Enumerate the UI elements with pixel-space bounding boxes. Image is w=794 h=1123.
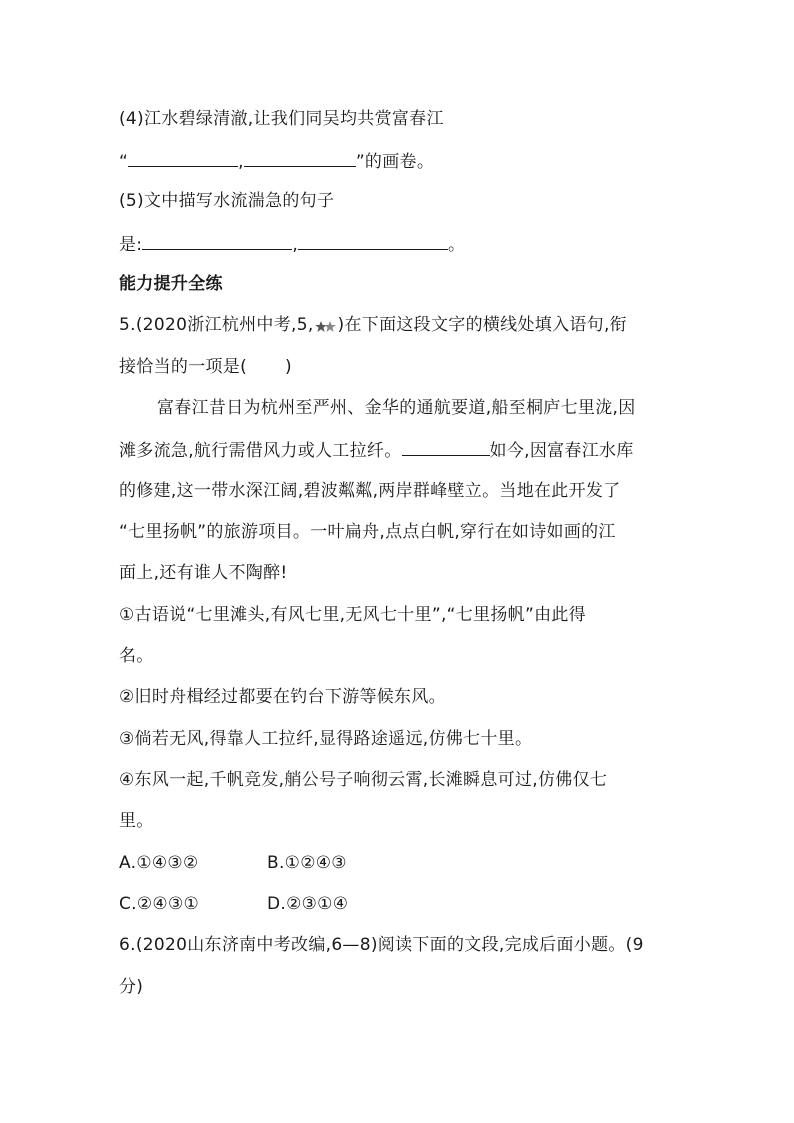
q6-line2: 分) [119,977,144,997]
passage-line-4: “七里扬帆”的旅游项目。一叶扁舟,点点白帆,穿行在如诗如画的江 [119,522,616,542]
passage-line-1: 富春江昔日为杭州至严州、金华的通航要道,船至桐庐七里泷,因 [157,398,636,418]
option-d[interactable]: D.②③①④ [267,894,349,914]
q6-line1: 6.(2020山东济南中考改编,6—8)阅读下面的文段,完成后面小题。(9 [119,935,644,955]
q5-stem-line2 [119,356,292,378]
q4-line1: (4)江水碧绿清澈,让我们同吴均共赏富春江 [119,109,444,129]
option-a[interactable]: A.①④③② [119,853,199,873]
passage-segment: 如今,因富春江水库 [489,441,634,461]
open-quote: “ [119,152,129,172]
q5-stem-line2-end: ) [285,357,292,377]
item-4-line1: ④东风一起,千帆竞发,艄公号子响彻云霄,长滩瞬息可过,仿佛仅七 [119,770,608,790]
answer-blank-2[interactable] [244,149,356,167]
q5-stem-line2-start: 接恰当的一项是( [119,357,248,377]
q4-line2 [119,149,434,173]
item-4-line2: 里。 [119,811,154,831]
passage-line-2 [119,438,634,462]
passage-line-5: 面上,还有谁人不陶醉! [119,563,288,583]
item-1-line2: 名。 [119,646,154,666]
close-quote-tail: ”的画卷。 [355,152,435,172]
star-difficulty-icon [315,318,337,332]
answer-blank-1[interactable] [128,149,238,167]
item-1-line1: ①古语说“七里滩头,有风七里,无风七十里”,“七里扬帆”由此得 [119,605,586,625]
answer-blank-3[interactable] [142,232,292,250]
passage-line-3: 的修建,这一带水深江阔,碧波粼粼,两岸群峰壁立。当地在此开发了 [119,481,621,501]
options-row-1 [119,852,347,874]
options-row-2 [119,893,348,915]
answer-blank-4[interactable] [298,232,448,250]
item-3: ③倘若无风,得靠人工拉纤,显得路途遥远,仿佛七十里。 [119,729,533,749]
q5sub-line1: (5)文中描写水流湍急的句子 [119,191,335,211]
q5-stem-line1 [119,314,627,336]
q5sub-line2 [119,232,465,256]
section-heading: 能力提升全练 [119,274,223,294]
q5-stem-start: 5.(2020浙江杭州中考,5, [119,315,314,335]
q5-stem-end: )在下面这段文字的横线处填入语句,衔 [337,315,627,335]
comma: , [238,152,244,172]
option-b[interactable]: B.①②④③ [267,853,347,873]
comma: , [292,235,299,255]
answer-blank-5[interactable] [402,438,490,456]
option-c[interactable]: C.②④③① [119,894,200,914]
answer-prefix: 是: [119,235,143,255]
item-2: ②旧时舟楫经过都要在钓台下游等候东风。 [119,687,446,707]
passage-segment: 滩多流急,航行需借风力或人工拉纤。 [119,441,402,461]
period: 。 [448,235,466,255]
